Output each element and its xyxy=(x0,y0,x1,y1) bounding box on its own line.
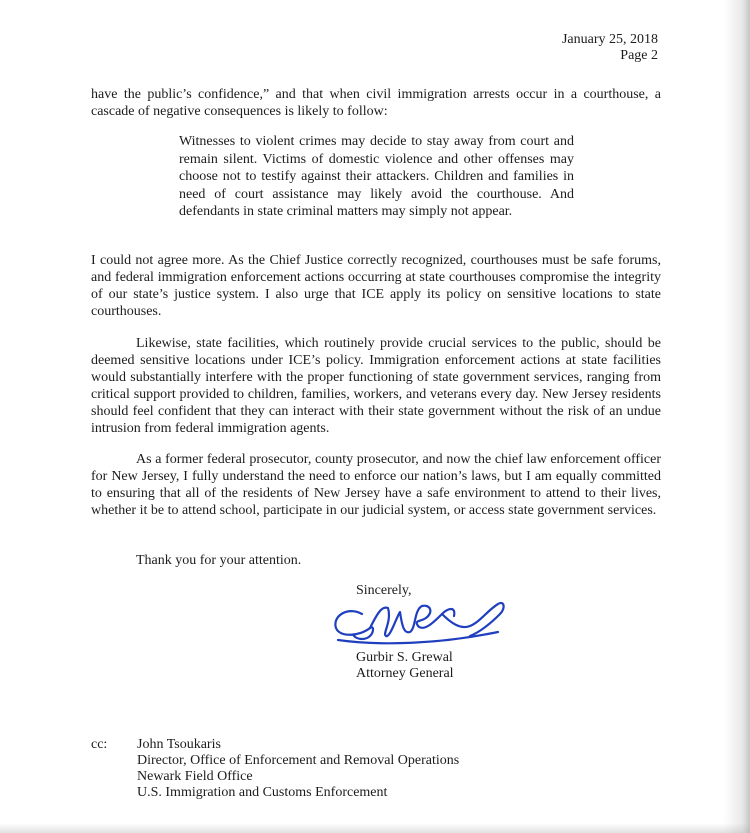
signer-name: Gurbir S. Grewal xyxy=(356,650,453,665)
cc-label: cc: xyxy=(91,737,108,752)
signer-block xyxy=(356,650,454,682)
thank-you-line: Thank you for your attention. xyxy=(136,553,302,568)
page-number: Page 2 xyxy=(620,48,658,63)
block-quote: Witnesses to violent crimes may decide to stay away from court and remain silent. Victims of domestic violence and other offenses may choose not to testify against their attackers. Children and families in need of court assistance may likely avoid the courthouse. And defendants in state criminal matters may simply not appear. xyxy=(179,134,574,219)
cc-line: Newark Field Office xyxy=(137,769,253,784)
letter-date: January 25, 2018 xyxy=(561,32,658,47)
closing-argument-paragraph: As a former federal prosecutor, county prosecutor, and now the chief law enforcement officer for New Jersey, I fully understand the need to enforce our nation’s laws, but I am equally committed to ensuring that all of the residents of New Jersey have a safe environment to attend to their lives, whether it be to attend school, participate in our judicial system, or access state government services. xyxy=(91,452,661,518)
scan-edge-shadow xyxy=(724,0,750,833)
signer-title: Attorney General xyxy=(356,666,454,681)
letter-header xyxy=(562,32,658,64)
state-facilities-paragraph: Likewise, state facilities, which routinely provide crucial services to the public, should be deemed sensitive locations under ICE’s policy. Immigration enforcement actions at state facilities would substantially interfere with the proper functioning of state government services, ranging from critical support provided to children, families, workers, and veterans every day. New Jersey residents should feel confident that they can interact with their state government without the risk of an undue intrusion from federal immigration agents. xyxy=(91,336,661,436)
signature-stroke-g xyxy=(335,611,373,639)
signature-stroke-tail xyxy=(442,603,504,636)
signature-stroke-loops xyxy=(370,606,454,636)
agreement-paragraph: I could not agree more. As the Chief Justice correctly recognized, courthouses must be safe forums, and federal immigration enforcement actions occurring at state courthouses compromise the integrity of our state’s justice system. I also urge that ICE apply its policy on sensitive locations to state courthouses. xyxy=(91,253,661,319)
cc-line: U.S. Immigration and Customs Enforcement xyxy=(137,785,388,800)
intro-paragraph: have the public’s confidence,” and that when civil immigration arrests occur in a courthouse, a cascade of negative consequences is likely to follow: xyxy=(91,87,661,119)
cc-line: Director, Office of Enforcement and Removal Operations xyxy=(137,753,460,768)
salutation: Sincerely, xyxy=(356,583,412,598)
cc-line: John Tsoukaris xyxy=(137,737,221,752)
scan-bottom-shadow xyxy=(0,823,750,833)
signature-image xyxy=(330,592,510,648)
cc-recipient-lines xyxy=(137,737,459,801)
